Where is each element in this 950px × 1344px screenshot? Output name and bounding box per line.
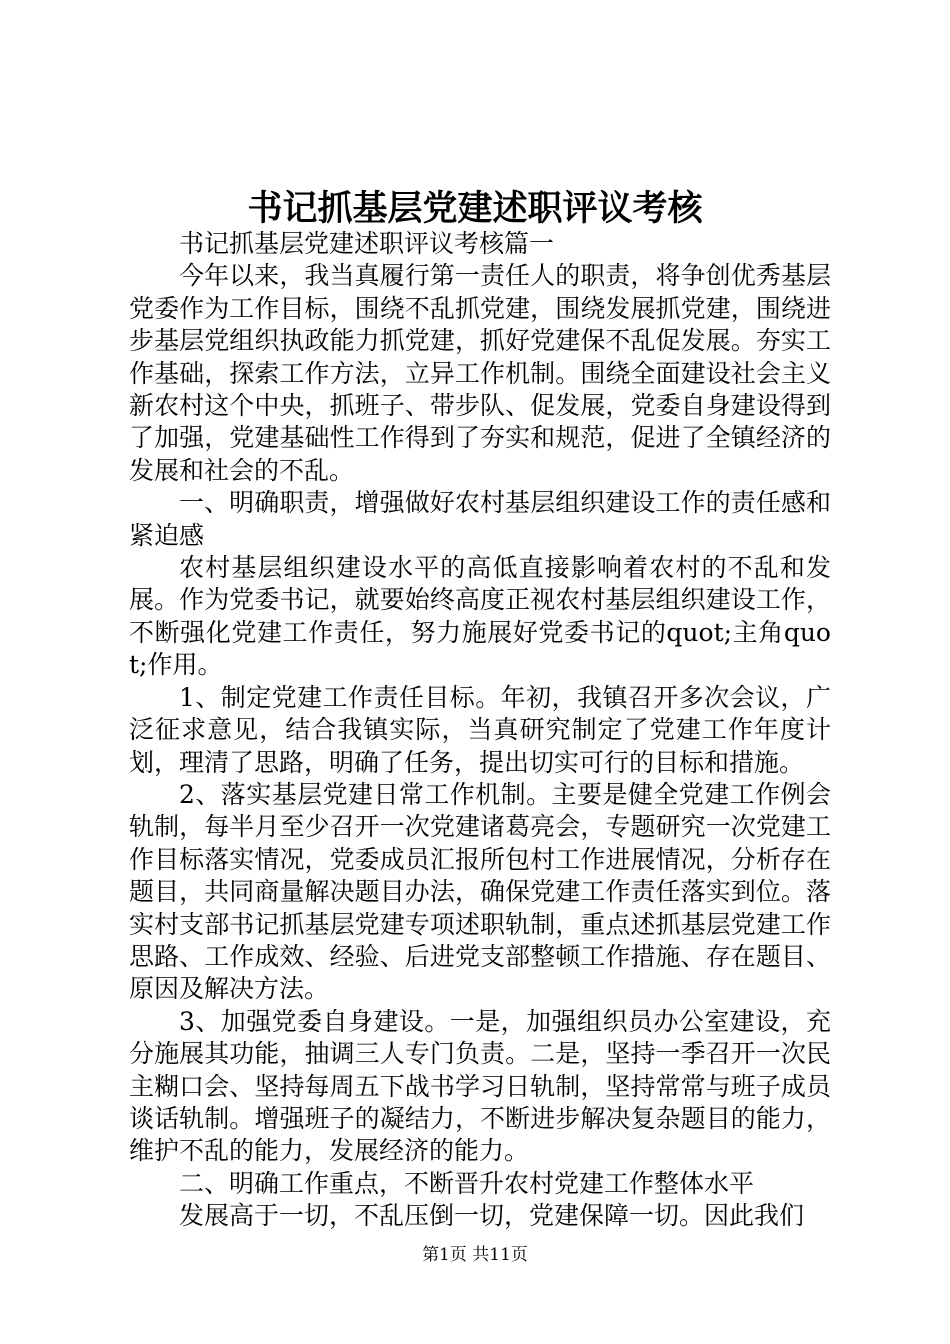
section-heading: 书记抓基层党建述职评议考核篇一 [179, 229, 555, 258]
body-paragraph: 2、落实基层党建日常工作机制。主要是健全党建工作例会轨制，每半月至少召开一次党建诸葛亮会，专题研究一次党建工作目标落实情况，党委成员汇报所包村工作进展情况，分析存在题目，共同商量解决题目办法，确保党建工作责任落实到位。落实村支部书记抓基层党建专项述职轨制，重点述抓基层党建工作思路、工作成效、经验、后进党支部整顿工作措施、存在题目、原因及解决方法。 [129, 779, 831, 1004]
document-title: 书记抓基层党建述职评议考核 [247, 188, 703, 229]
body-paragraph: 3、加强党委自身建设。一是，加强组织员办公室建设，充分施展其功能，抽调三人专门负责。二是，坚持一季召开一次民主糊口会、坚持每周五下战书学习日轨制，坚持常常与班子成员谈话轨制。增强班子的凝结力，不断进步解决复杂题目的能力，维护不乱的能力，发展经济的能力。 [129, 1006, 831, 1166]
body-paragraph: 农村基层组织建设水平的高低直接影响着农村的不乱和发展。作为党委书记，就要始终高度正视农村基层组织建设工作，不断强化党建工作责任，努力施展好党委书记的quot;主角quot;作用。 [129, 553, 831, 680]
document-body [129, 228, 831, 1233]
page-footer: 第1页 共11页 [422, 1245, 528, 1265]
section-heading: 一、明确职责，增强做好农村基层组织建设工作的责任感和紧迫感 [129, 488, 831, 550]
body-paragraph: 1、制定党建工作责任目标。年初，我镇召开多次会议，广泛征求意见，结合我镇实际，当真研究制定了党建工作年度计划，理清了思路，明确了任务，提出切实可行的目标和措施。 [129, 682, 831, 777]
section-heading: 二、明确工作重点，不断晋升农村党建工作整体水平 [179, 1168, 755, 1198]
body-paragraph: 发展高于一切，不乱压倒一切，党建保障一切。因此我们 [179, 1201, 805, 1231]
body-paragraph: 今年以来，我当真履行第一责任人的职责，将争创优秀基层党委作为工作目标，围绕不乱抓党建，围绕发展抓党建，围绕进步基层党组织执政能力抓党建，抓好党建保不乱促发展。夯实工作基础，探索工作方法，立异工作机制。围绕全面建设社会主义新农村这个中央，抓班子、带步队、促发展，党委自身建设得到了加强，党建基础性工作得到了夯实和规范，促进了全镇经济的发展和社会的不乱。 [129, 261, 831, 485]
